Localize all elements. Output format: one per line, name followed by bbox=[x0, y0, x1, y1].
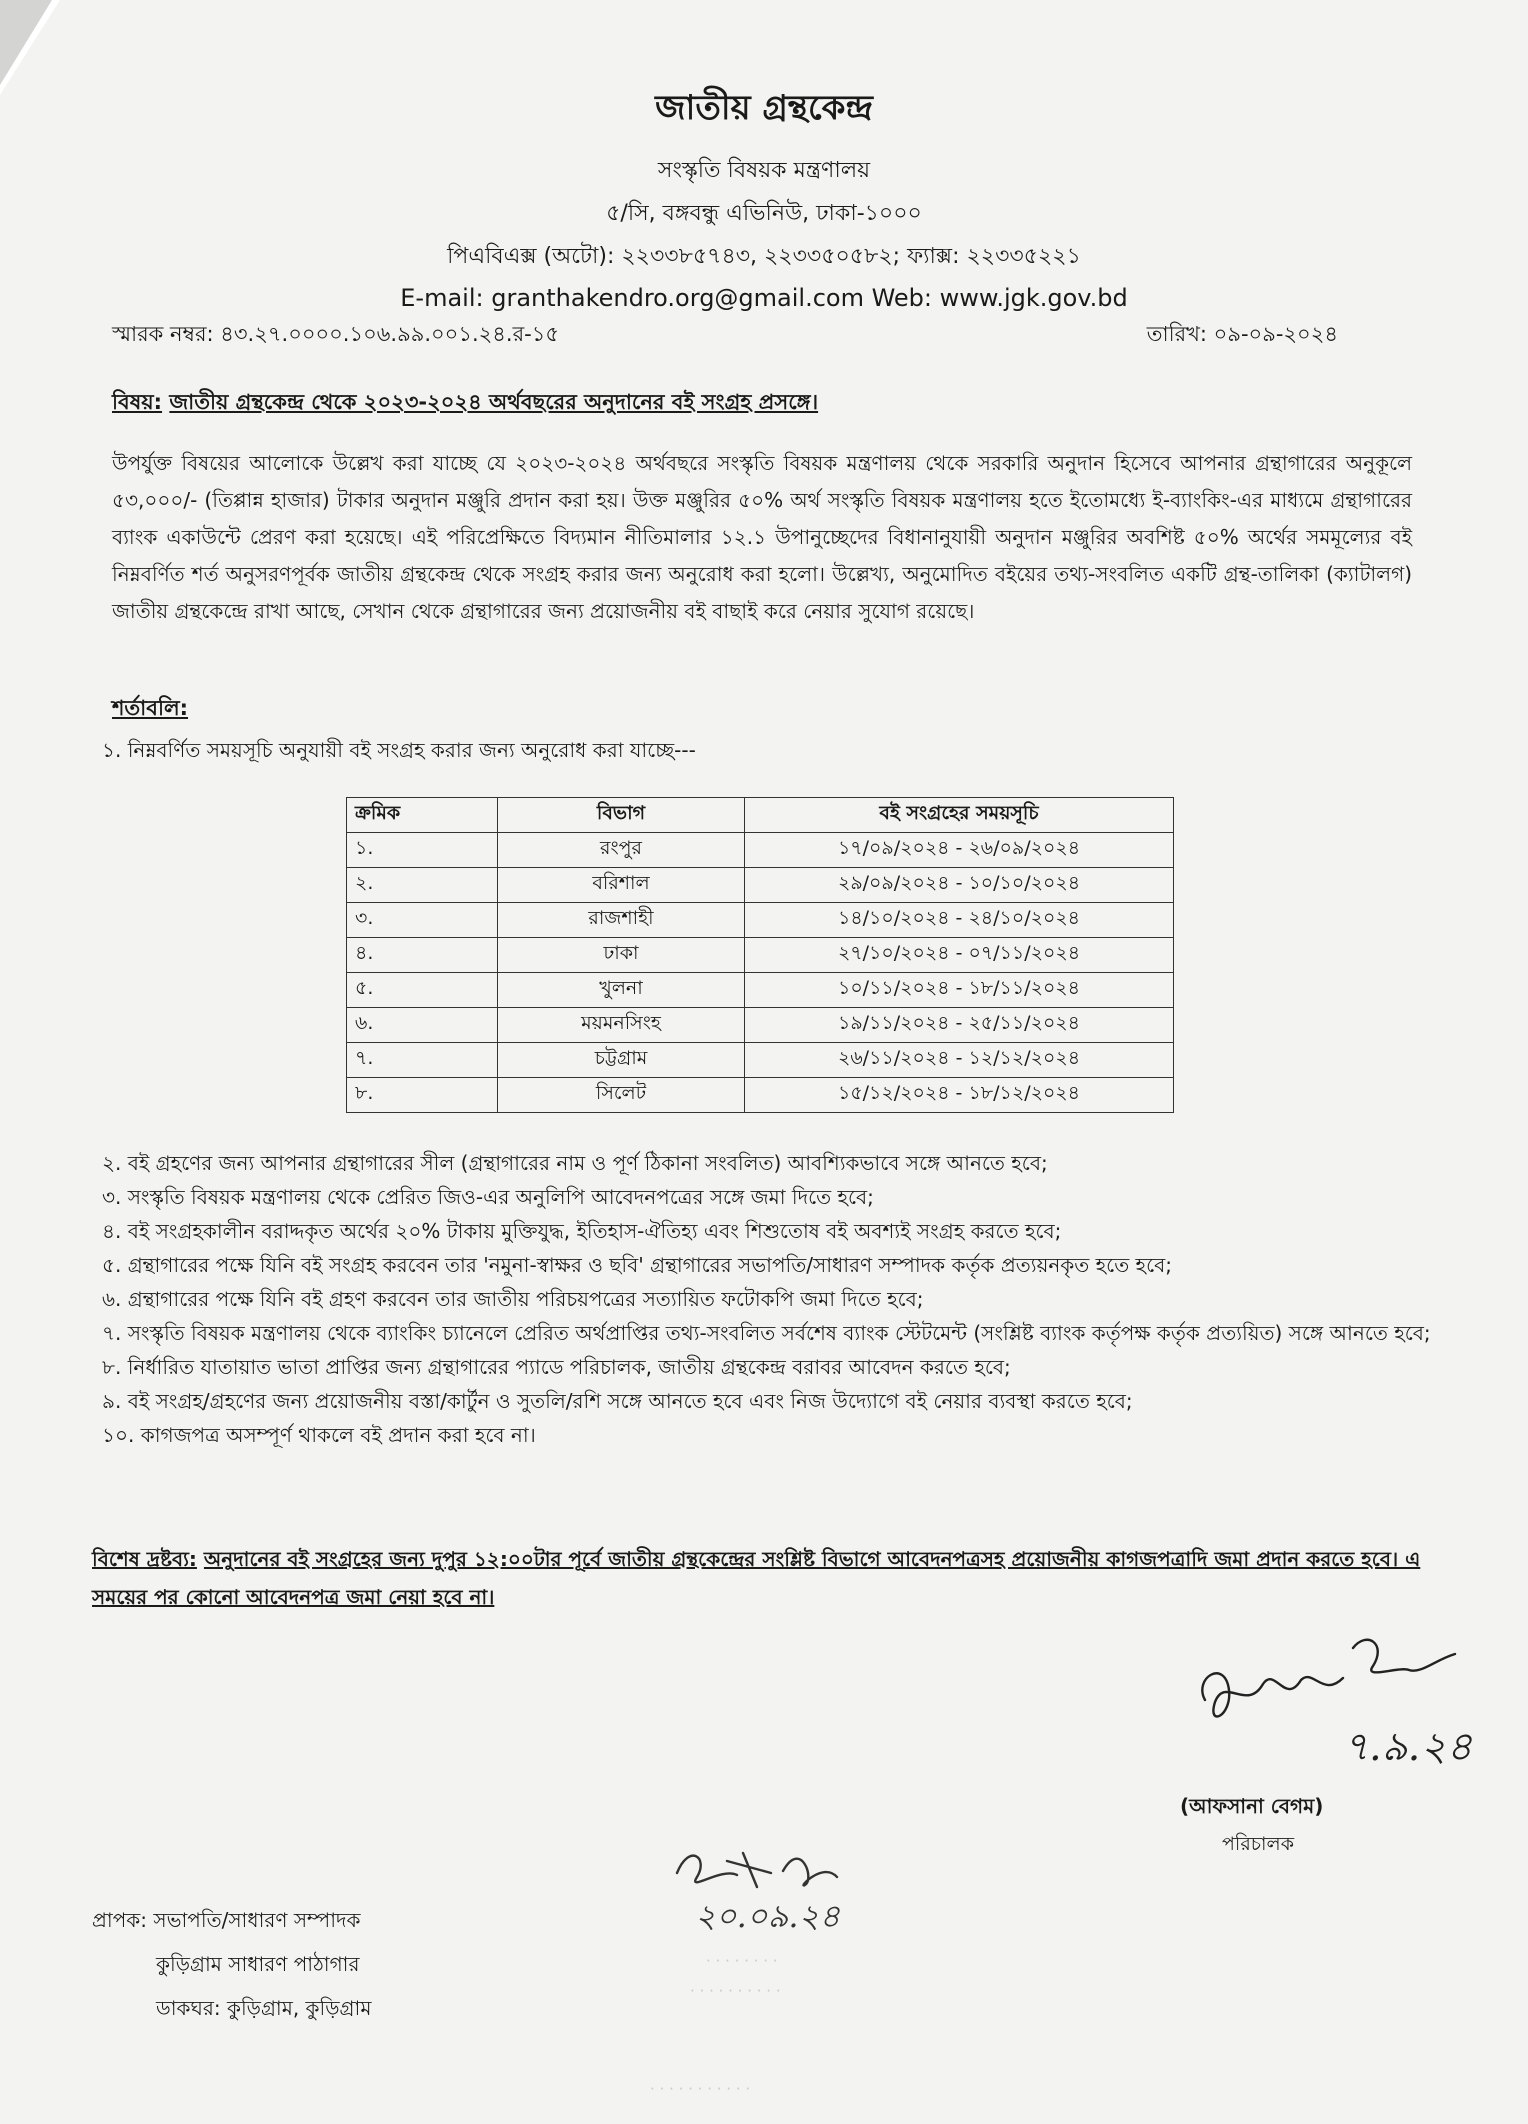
table-row bbox=[347, 938, 1174, 973]
serial-cell: ৬. bbox=[347, 1008, 498, 1043]
condition-item: ৬. গ্রন্থাগারের পক্ষে যিনি বই গ্রহণ করবেন তার জাতীয় পরিচয়পত্রের সত্যায়িত ফটোকপি জমা দিতে হবে; bbox=[102, 1287, 924, 1311]
division-cell: খুলনা bbox=[498, 973, 745, 1008]
initial-mark bbox=[665, 1815, 945, 1955]
org-phones: পিএবিএক্স (অটো): ২২৩৩৮৫৭৪৩, ২২৩৩৫০৫৮২; ফ্যাক্স: ২২৩৩৫২২১ bbox=[447, 244, 1081, 269]
schedule-cell: ১০/১১/২০২৪ - ১৮/১১/২০২৪ bbox=[745, 973, 1174, 1008]
division-cell: রংপুর bbox=[498, 833, 745, 868]
recipient-line-3: ডাকঘর: কুড়িগ্রাম, কুড়িগ্রাম bbox=[156, 1996, 372, 2020]
condition-item: ১০. কাগজপত্র অসম্পূর্ণ থাকলে বই প্রদান করা হবে না। bbox=[102, 1423, 536, 1447]
signatory-name: (আফসানা বেগম) bbox=[1180, 1794, 1324, 1818]
col-serial-header: ক্রমিক bbox=[347, 798, 498, 833]
page-fold-shadow bbox=[0, 0, 52, 85]
ministry-name: সংস্কৃতি বিষয়ক মন্ত্রণালয় bbox=[657, 158, 871, 183]
condition-item: ৩. সংস্কৃতি বিষয়ক মন্ত্রণালয় থেকে প্রেরিত জিও-এর অনুলিপি আবেদনপত্রের সঙ্গে জমা দিতে হবে; bbox=[102, 1185, 874, 1209]
division-cell: বরিশাল bbox=[498, 868, 745, 903]
schedule-cell: ১৭/০৯/২০২৪ - ২৬/০৯/২০২৪ bbox=[745, 833, 1174, 868]
special-note bbox=[92, 1540, 1422, 1616]
signatory-title: পরিচালক bbox=[1222, 1833, 1294, 1855]
table-row bbox=[347, 833, 1174, 868]
division-cell: ঢাকা bbox=[498, 938, 745, 973]
col-schedule-header: বই সংগ্রহের সময়সূচি bbox=[745, 798, 1174, 833]
schedule-cell: ২৭/১০/২০২৪ - ০৭/১১/২০২৪ bbox=[745, 938, 1174, 973]
division-cell: রাজশাহী bbox=[498, 903, 745, 938]
schedule-cell: ২৯/০৯/২০২৪ - ১০/১০/২০২৪ bbox=[745, 868, 1174, 903]
recipient-line-1: প্রাপক: সভাপতি/সাধারণ সম্পাদক bbox=[92, 1908, 361, 1932]
faint-stamp-line: · · · · · · · · bbox=[706, 1952, 778, 1970]
memo-subject bbox=[112, 386, 818, 421]
schedule-table bbox=[346, 797, 1174, 1113]
director-signature bbox=[1185, 1620, 1475, 1790]
condition-item-1: ১. নিম্নবর্ণিত সময়সূচি অনুযায়ী বই সংগ্রহ করার জন্য অনুরোধ করা যাচ্ছে--- bbox=[102, 738, 696, 762]
initial-scrawl bbox=[677, 1853, 837, 1887]
serial-cell: ২. bbox=[347, 868, 498, 903]
table-row bbox=[347, 1078, 1174, 1113]
condition-item: ৮. নির্ধারিত যাতায়াত ভাতা প্রাপ্তির জন্য গ্রন্থাগারের প্যাডে পরিচালক, জাতীয় গ্রন্থকেন্দ্র বরাবর আবেদন করতে হবে; bbox=[102, 1355, 1011, 1379]
serial-cell: ৭. bbox=[347, 1043, 498, 1078]
conditions-list bbox=[102, 1146, 1432, 1452]
special-note-label: বিশেষ দ্রষ্টব্য: bbox=[92, 1547, 197, 1571]
letterhead bbox=[0, 82, 1528, 312]
condition-item: ২. বই গ্রহণের জন্য আপনার গ্রন্থাগারের সীল (গ্রন্থাগারের নাম ও পূর্ণ ঠিকানা সংবলিত) আবশ্যিকভাবে সঙ্গে আনতে হবে; bbox=[102, 1151, 1048, 1175]
signature-scrawl bbox=[1202, 1640, 1455, 1717]
initial-date: ২০.০৯.২৪ bbox=[695, 1897, 841, 1935]
serial-cell: ৪. bbox=[347, 938, 498, 973]
condition-item: ৯. বই সংগ্রহ/গ্রহণের জন্য প্রয়োজনীয় বস্তা/কার্টুন ও সুতলি/রশি সঙ্গে আনতে হবে এবং নিজ উদ্যোগে বই নেয়ার ব্যবস্থা করতে হবে; bbox=[102, 1389, 1133, 1413]
division-cell: ময়মনসিংহ bbox=[498, 1008, 745, 1043]
division-cell: চট্টগ্রাম bbox=[498, 1043, 745, 1078]
recipient-line-2: কুড়িগ্রাম সাধারণ পাঠাগার bbox=[156, 1952, 360, 1976]
serial-cell: ৮. bbox=[347, 1078, 498, 1113]
schedule-cell: ১৪/১০/২০২৪ - ২৪/১০/২০২৪ bbox=[745, 903, 1174, 938]
condition-item: ৫. গ্রন্থাগারের পক্ষে যিনি বই সংগ্রহ করবেন তার 'নমুনা-স্বাক্ষর ও ছবি' গ্রন্থাগারের সভাপতি/সাধারণ সম্পাদক কর্তৃক প্রত্যয়নকৃত হতে হবে; bbox=[102, 1253, 1172, 1277]
condition-item: ৭. সংস্কৃতি বিষয়ক মন্ত্রণালয় থেকে ব্যাংকিং চ্যানেলে প্রেরিত অর্থপ্রাপ্তির তথ্য-সংবলিত সর্বশেষ ব্যাংক স্টেটমেন্ট (সংশ্লিষ্ট ব্যাংক কর্তৃপক্ষ কর্তৃক প্রত্যয়িত) সঙ্গে আনতে হবে; bbox=[102, 1321, 1431, 1345]
division-cell: সিলেট bbox=[498, 1078, 745, 1113]
schedule-cell: ১৫/১২/২০২৪ - ১৮/১২/২০২৪ bbox=[745, 1078, 1174, 1113]
col-division-header: বিভাগ bbox=[498, 798, 745, 833]
table-row bbox=[347, 973, 1174, 1008]
table-row bbox=[347, 903, 1174, 938]
subject-text: জাতীয় গ্রন্থকেন্দ্র থেকে ২০২৩-২০২৪ অর্থবছরের অনুদানের বই সংগ্রহ প্রসঙ্গে। bbox=[169, 390, 819, 414]
serial-cell: ৩. bbox=[347, 903, 498, 938]
subject-label: বিষয়: bbox=[112, 390, 163, 414]
table-row bbox=[347, 1008, 1174, 1043]
org-name: জাতীয় গ্রন্থকেন্দ্র bbox=[655, 88, 873, 128]
faint-stamp-line: · · · · · · · · · · bbox=[690, 1982, 781, 2000]
org-email-web: E-mail: granthakendro.org@gmail.com Web: www.jgk.gov.bd bbox=[400, 284, 1128, 312]
schedule-cell: ১৯/১১/২০২৪ - ২৫/১১/২০২৪ bbox=[745, 1008, 1174, 1043]
recipient-block bbox=[92, 1898, 371, 2030]
special-note-text: অনুদানের বই সংগ্রহের জন্য দুপুর ১২:০০টার পূর্বে জাতীয় গ্রন্থকেন্দ্রের সংশ্লিষ্ট বিভাগে আবেদনপত্রসহ প্রয়োজনীয় কাগজপত্রাদি জমা প্রদান করতে হবে। এ সময়ের পর কোনো আবেদনপত্র জমা নেয়া হবে না। bbox=[92, 1547, 1421, 1609]
schedule-cell: ২৬/১১/২০২৪ - ১২/১২/২০২৪ bbox=[745, 1043, 1174, 1078]
memo-date: তারিখ: ০৯-০৯-২০২৪ bbox=[1146, 322, 1338, 346]
serial-cell: ৫. bbox=[347, 973, 498, 1008]
serial-cell: ১. bbox=[347, 833, 498, 868]
conditions-heading: শর্তাবলি: bbox=[112, 696, 189, 720]
condition-item: ৪. বই সংগ্রহকালীন বরাদ্দকৃত অর্থের ২০% টাকায় মুক্তিযুদ্ধ, ইতিহাস-ঐতিহ্য এবং শিশুতোষ বই অবশ্যই সংগ্রহ করতে হবে; bbox=[102, 1219, 1062, 1243]
signature-date: ৭.৯.২৪ bbox=[1343, 1724, 1473, 1770]
faint-stamp-line: · · · · · · · · · · · bbox=[650, 2080, 751, 2098]
memo-body: উপর্যুক্ত বিষয়ের আলোকে উল্লেখ করা যাচ্ছে যে ২০২৩-২০২৪ অর্থবছরে সংস্কৃতি বিষয়ক মন্ত্রণালয় থেকে সরকারি অনুদান হিসেবে আপনার গ্রন্থাগারের অনুকূলে ৫৩,০০০/- (তিপ্পান্ন হাজার) টাকার অনুদান মঞ্জুরি প্রদান করা হয়। উক্ত মঞ্জুরির ৫০% অর্থ সংস্কৃতি বিষয়ক মন্ত্রণালয় হতে ইতোমধ্যে ই-ব্যাংকিং-এর মাধ্যমে গ্রন্থাগারের ব্যাংক একাউন্টে প্রেরণ করা হয়েছে। এই পরিপ্রেক্ষিতে বিদ্যমান নীতিমালার ১২.১ উপানুচ্ছেদের বিধানানুযায়ী অনুদান মঞ্জুরির অবশিষ্ট ৫০% অর্থের সমমূল্যের বই নিম্নবর্ণিত শর্ত অনুসরণপূর্বক জাতীয় গ্রন্থকেন্দ্র থেকে সংগ্রহ করার জন্য অনুরোধ করা হলো। উল্লেখ্য, অনুমোদিত বইয়ের তথ্য-সংবলিত একটি গ্রন্থ-তালিকা (ক্যাটালগ) জাতীয় গ্রন্থকেন্দ্রে রাখা আছে, সেখান থেকে গ্রন্থাগারের জন্য প্রয়োজনীয় বই বাছাই করে নেয়ার সুযোগ রয়েছে। bbox=[112, 451, 1412, 623]
table-row bbox=[347, 868, 1174, 903]
table-row bbox=[347, 1043, 1174, 1078]
org-address: ৫/সি, বঙ্গবন্ধু এভিনিউ, ঢাকা-১০০০ bbox=[606, 201, 922, 226]
table-header-row bbox=[347, 798, 1174, 833]
memo-reference: স্মারক নম্বর: ৪৩.২৭.০০০০.১০৬.৯৯.০০১.২৪.র-১৫ bbox=[112, 322, 559, 346]
